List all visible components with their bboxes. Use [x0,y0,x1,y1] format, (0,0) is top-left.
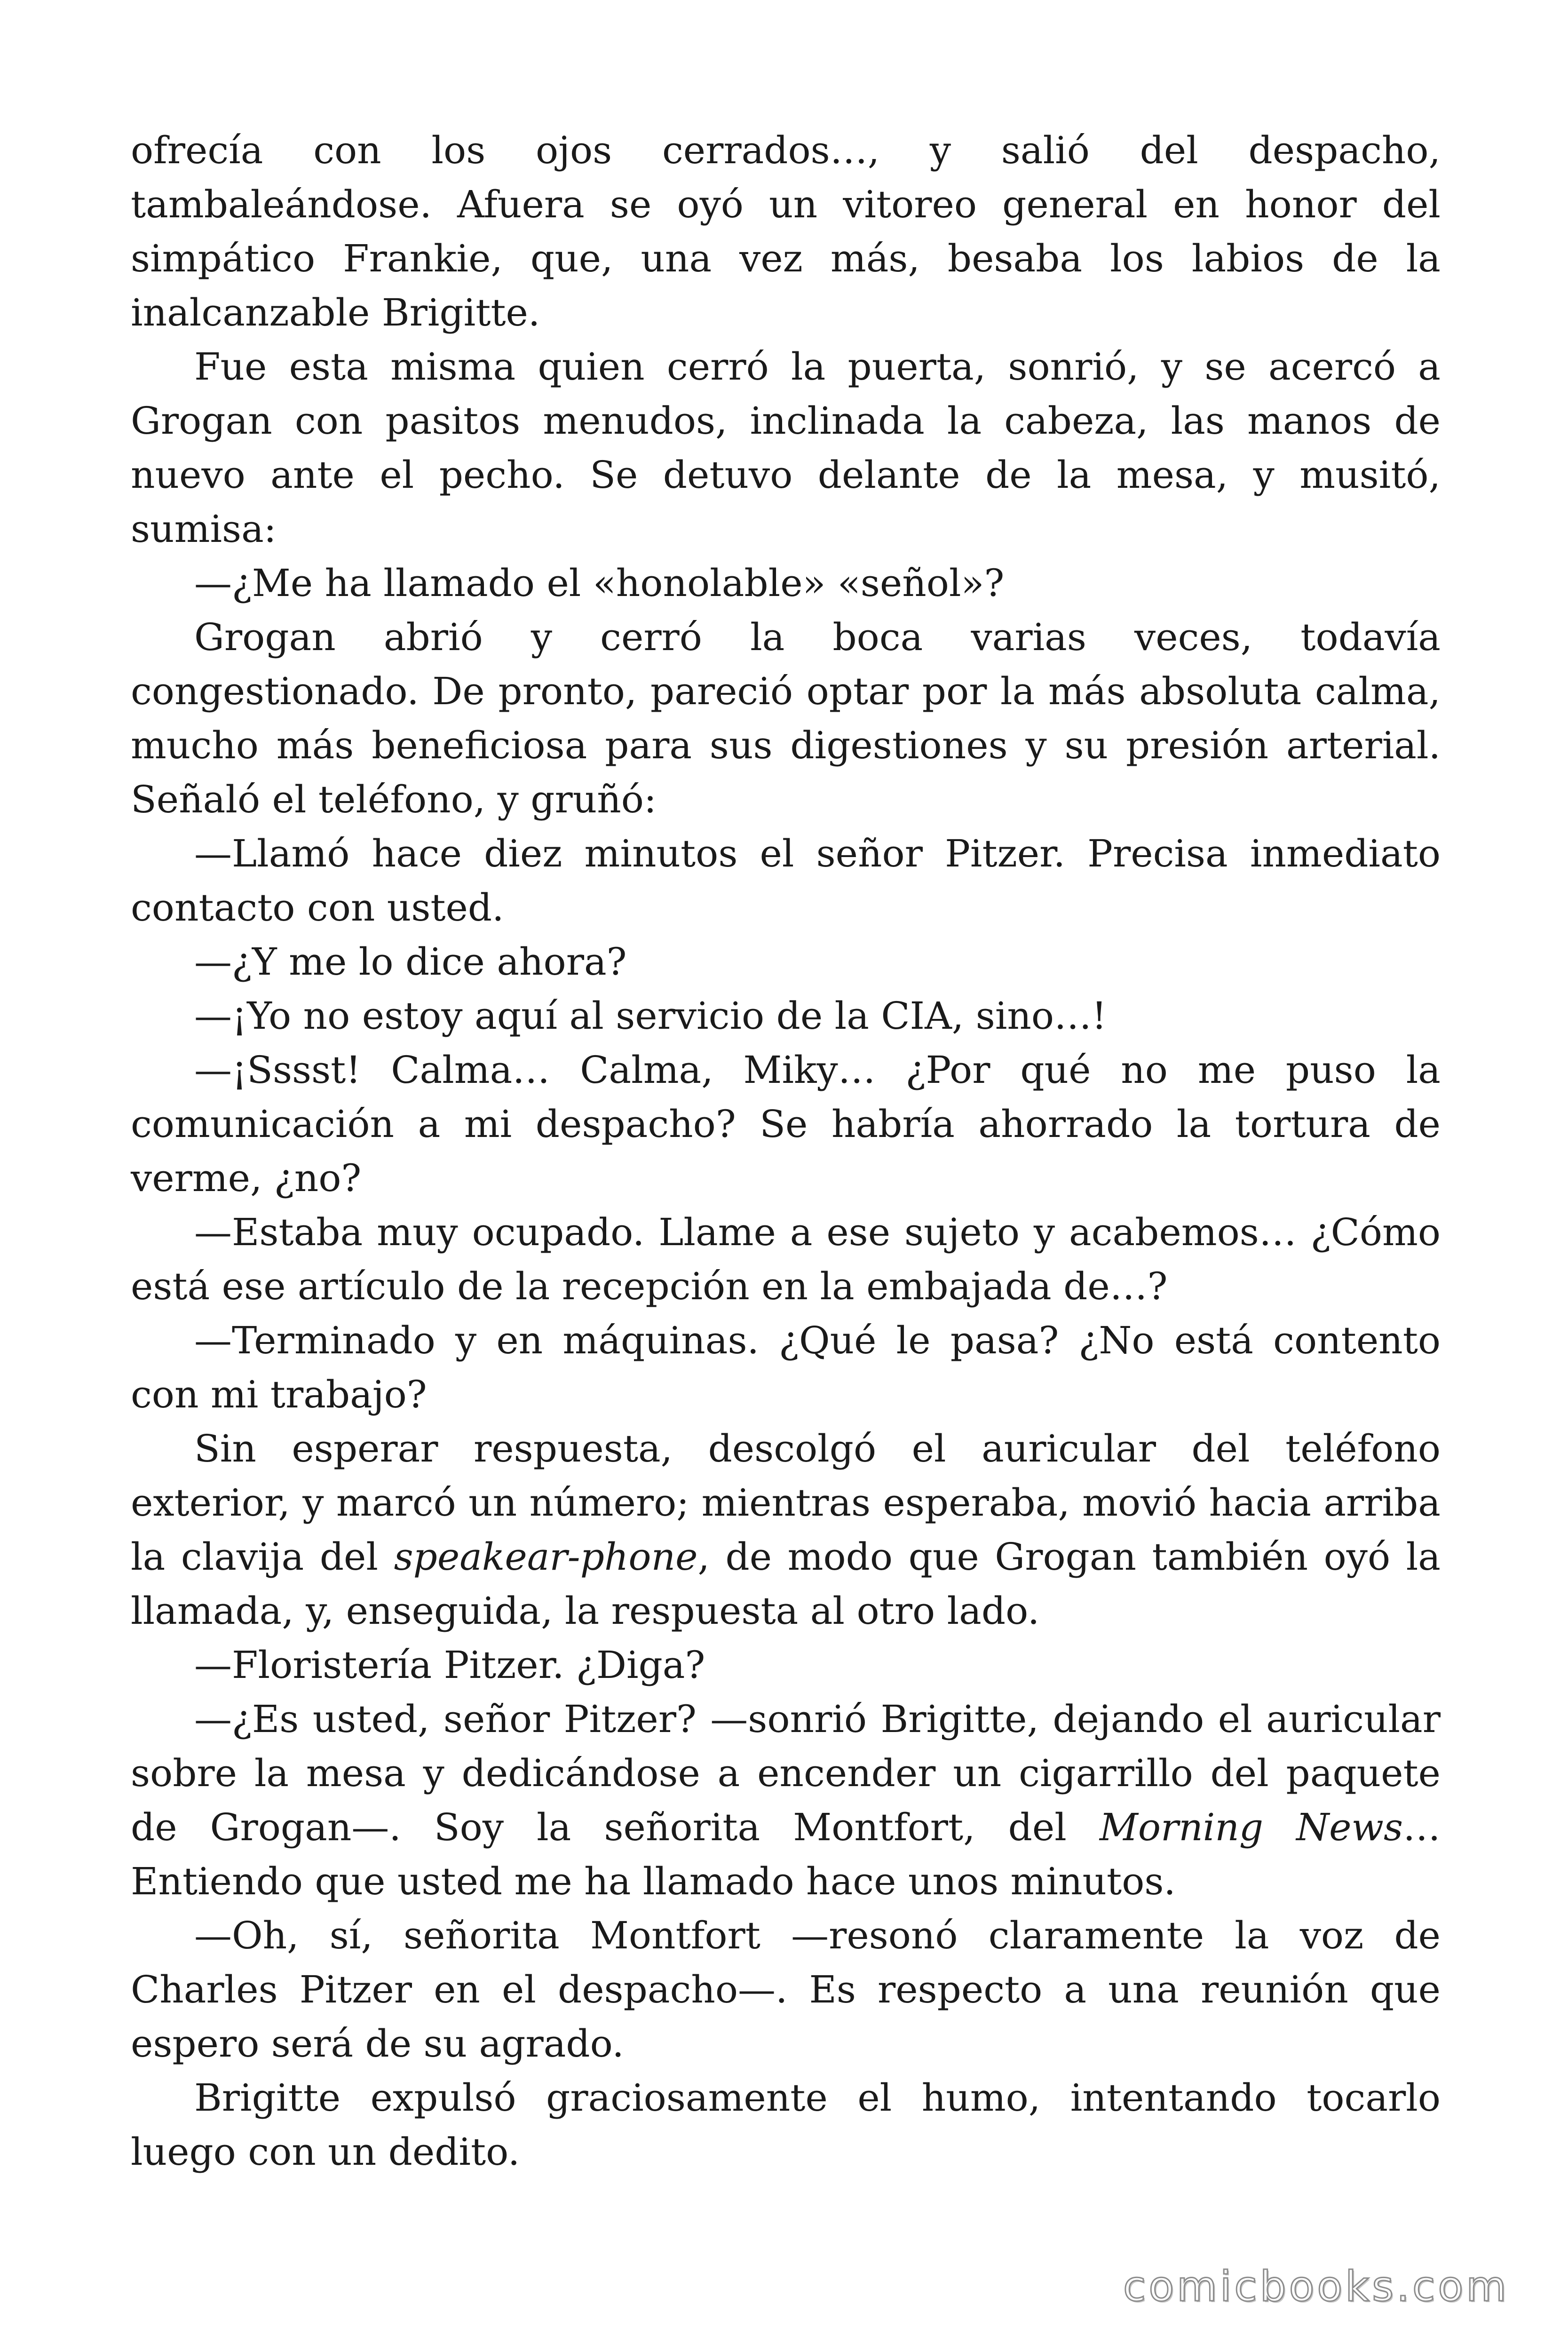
text-run: —Terminado y en máquinas. ¿Qué le pasa? ¿No está contento con mi trabajo? [131,1319,1441,1416]
text-run: —¡Yo no estoy aquí al servicio de la CIA, sino…! [194,994,1107,1038]
paragraph [131,826,1441,935]
text-run: Sin esperar respuesta, descolgó el auricular del teléfono exterior, y marcó un número; mientras esperaba, movió hacia arriba la clavija del [131,1427,1441,1579]
paragraph [131,1692,1441,1908]
paragraph [131,989,1441,1043]
paragraph [131,1908,1441,2071]
text-run: Brigitte expulsó graciosamente el humo, intentando tocarlo luego con un dedito. [131,2076,1441,2174]
paragraph [131,1043,1441,1205]
text-run: —Estaba muy ocupado. Llame a ese sujeto y acabemos… ¿Cómo está ese artículo de la recepción en la embajada de…? [131,1210,1441,1308]
paragraph [131,123,1441,340]
text-run: ofrecía con los ojos cerrados…, y salió del despacho, tambaleándose. Afuera se oyó un vitoreo general en honor del simpático Frankie, que, una vez más, besaba los labios de la inalcanzable Brigitte. [131,128,1441,334]
paragraph [131,1313,1441,1422]
italic-text: speakear-phone [394,1535,698,1579]
text-run: —¡Sssst! Calma… Calma, Miky… ¿Por qué no me puso la comunicación a mi despacho? Se habría ahorrado la tortura de verme, ¿no? [131,1048,1441,1200]
text-run: —Llamó hace diez minutos el señor Pitzer. Precisa inmediato contacto con usted. [131,832,1441,930]
text-run: … Entiendo que usted me ha llamado hace unos minutos. [131,1805,1441,1903]
text-run: —Oh, sí, señorita Montfort —resonó claramente la voz de Charles Pitzer en el despacho—. Es respecto a una reunión que espero será de su agrado. [131,1914,1441,2066]
text-run: —Floristería Pitzer. ¿Diga? [194,1643,705,1687]
paragraph [131,1205,1441,1313]
paragraph [131,935,1441,989]
paragraph [131,1422,1441,1638]
text-run: —¿Y me lo dice ahora? [194,940,627,984]
text-run: —¿Me ha llamado el «honolable» «señol»? [194,561,1005,605]
paragraph [131,2071,1441,2179]
paragraph [131,556,1441,610]
text-run: , de modo que Grogan también oyó la llamada, y, enseguida, la respuesta al otro lado. [131,1535,1441,1633]
italic-text: Morning News [1099,1805,1403,1849]
book-page-text [131,123,1441,2179]
paragraph [131,610,1441,826]
watermark-logo: comicbooks.com [1123,2262,1509,2311]
paragraph [131,340,1441,556]
text-run: Grogan abrió y cerró la boca varias veces, todavía congestionado. De pronto, pareció optar por la más absoluta calma, mucho más beneficiosa para sus digestiones y su presión arterial. Señaló el teléfono, y gruñó: [131,615,1441,821]
paragraph [131,1638,1441,1692]
text-run: Fue esta misma quien cerró la puerta, sonrió, y se acercó a Grogan con pasitos menudos, inclinada la cabeza, las manos de nuevo ante el pecho. Se detuvo delante de la mesa, y musitó, sumisa: [131,345,1441,551]
text-run: —¿Es usted, señor Pitzer? —sonrió Brigitte, dejando el auricular sobre la mesa y dedicándose a encender un cigarrillo del paquete de Grogan—. Soy la señorita Montfort, del [131,1697,1441,1849]
